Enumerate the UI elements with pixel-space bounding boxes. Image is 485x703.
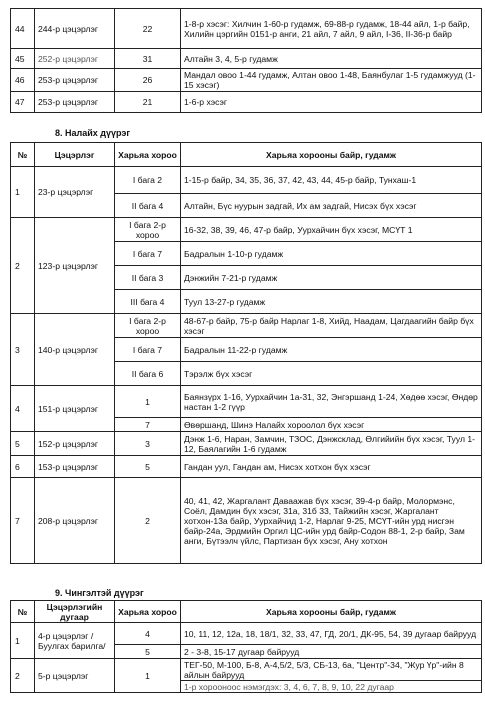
address-cell: 1-6-р хэсэг bbox=[181, 92, 482, 113]
horoo-cell: 5 bbox=[115, 645, 181, 659]
address-cell: ТЕГ-50, М-100, Б-8, А-4,5/2, 5/3, СБ-13, 6а, "Центр"-34, "Жур Үр"-ийн 8 айлын байрууд bbox=[181, 659, 482, 681]
address-cell: 1-8-р хэсэг: Хилчин 1-60-р гудамж, 69-88-р гудамж, 18-44 айл, 1-р байр, Хилийн цэргийн 0151-р анги, 21 айл, 7 айл, 9 айл, I-36, II-36-р байр bbox=[181, 9, 482, 49]
horoo-cell: III бага 4 bbox=[115, 290, 181, 314]
table-row bbox=[11, 623, 482, 645]
kindergarten-name: 153-р цэцэрлэг bbox=[35, 456, 115, 478]
horoo-cell: 2 bbox=[115, 478, 181, 564]
table-header-row bbox=[11, 601, 482, 623]
address-cell: Бадралын 1-10-р гудамж bbox=[181, 242, 482, 266]
kindergarten-name: 253-р цэцэрлэг bbox=[35, 92, 115, 113]
table-row bbox=[11, 218, 482, 242]
row-num: 1 bbox=[11, 623, 35, 659]
horoo-cell: 22 bbox=[115, 9, 181, 49]
kindergarten-name: 152-р цэцэрлэг bbox=[35, 432, 115, 456]
kindergarten-name: 151-р цэцэрлэг bbox=[35, 386, 115, 432]
address-cell: Дэнжийн 7-21-р гудамж bbox=[181, 266, 482, 290]
address-cell: Тэрэлж бүх хэсэг bbox=[181, 362, 482, 386]
address-cell: 1-р хорооноос нэмэгдэх: 3, 4, 6, 7, 8, 9, 10, 22 дугаар bbox=[181, 681, 482, 693]
address-cell: Баянзүрх 1-16, Уурхайчин 1а-31, 32, Энгэршанд 1-24, Хөдөө хэсэг, Өндөр настан 1-2 гүүр bbox=[181, 386, 482, 418]
kindergarten-name: 123-р цэцэрлэг bbox=[35, 218, 115, 314]
horoo-cell: 7 bbox=[115, 418, 181, 432]
horoo-cell: II бага 6 bbox=[115, 362, 181, 386]
address-cell: 48-67-р байр, 75-р байр Нарлаг 1-8, Хийд, Наадам, Цагдаагийн байр бүх хэсэг bbox=[181, 314, 482, 338]
horoo-cell: 3 bbox=[115, 432, 181, 456]
address-cell: Мандал овоо 1-44 гудамж, Алтан овоо 1-48, Баянбулаг 1-5 гудамжууд (1-15 хэсэг) bbox=[181, 69, 482, 92]
table-row bbox=[11, 456, 482, 478]
horoo-cell: II бага 4 bbox=[115, 194, 181, 218]
horoo-cell: 4 bbox=[115, 623, 181, 645]
horoo-cell: I бага 2 bbox=[115, 167, 181, 194]
kindergarten-name: 253-р цэцэрлэг bbox=[35, 69, 115, 92]
table-row bbox=[11, 314, 482, 338]
row-num: 5 bbox=[11, 432, 35, 456]
table-row bbox=[11, 432, 482, 456]
row-num: 6 bbox=[11, 456, 35, 478]
table-row bbox=[11, 478, 482, 564]
row-num: 1 bbox=[11, 167, 35, 218]
horoo-cell: 1 bbox=[115, 659, 181, 693]
address-cell: 40, 41, 42, Жаргалант Даваажав бүх хэсэг, 39-4-р байр, Молормэнс, Соёл, Дамдин бүх хэсэг, 31а, 31б 33, Тайжийн хэсэг, Жаргалант хотхон-13а байр, Уурхайчид 1-2, Нарлаг 9-25, МСҮТ-ийн урд нисгэн байр-24а, Эрдмийн Оргил ЦС-ийн урд байр-Содон 88-1, 2-р байр, Зам анги, Бүтээлч үйлс, Партизан бүх хэсэг, Ану хотхон bbox=[181, 478, 482, 564]
table-section-9 bbox=[10, 600, 482, 693]
row-num: 47 bbox=[11, 92, 35, 113]
horoo-cell: I бага 2-р хороо bbox=[115, 314, 181, 338]
table-row bbox=[11, 92, 482, 113]
horoo-cell: 1 bbox=[115, 386, 181, 418]
table-row bbox=[11, 659, 482, 681]
table-row bbox=[11, 9, 482, 49]
row-num: 46 bbox=[11, 69, 35, 92]
col-header-num: № bbox=[11, 143, 35, 167]
horoo-cell: 31 bbox=[115, 49, 181, 69]
horoo-cell: 26 bbox=[115, 69, 181, 92]
col-header-num: № bbox=[11, 601, 35, 623]
table-row bbox=[11, 167, 482, 194]
kindergarten-name: 4-р цэцэрлэг /Буулгах барилга/ bbox=[35, 623, 115, 659]
kindergarten-name: 208-р цэцэрлэг bbox=[35, 478, 115, 564]
horoo-cell: 21 bbox=[115, 92, 181, 113]
row-num: 45 bbox=[11, 49, 35, 69]
table-top bbox=[10, 8, 482, 113]
address-cell: Дэнж 1-6, Наран, Замчин, ТЗОС, Дэнжсклад, Өлгийийн бүх хэсэг, Туул 1-12, Баялагийн 1-6 гудамж bbox=[181, 432, 482, 456]
kindergarten-name: 252-р цэцэрлэг bbox=[35, 49, 115, 69]
kindergarten-name: 244-р цэцэрлэг bbox=[35, 9, 115, 49]
table-row bbox=[11, 69, 482, 92]
address-cell: Туул 13-27-р гудамж bbox=[181, 290, 482, 314]
address-cell: Бадралын 11-22-р гудамж bbox=[181, 338, 482, 362]
row-num: 3 bbox=[11, 314, 35, 386]
kindergarten-name: 5-р цэцэрлэг bbox=[35, 659, 115, 693]
col-header-address: Харьяа хорооны байр, гудамж bbox=[181, 601, 482, 623]
row-num: 7 bbox=[11, 478, 35, 564]
section-9-title: 9. Чингэлтэй дүүрэг bbox=[55, 588, 144, 598]
table-row bbox=[11, 386, 482, 418]
row-num: 4 bbox=[11, 386, 35, 432]
kindergarten-name: 23-р цэцэрлэг bbox=[35, 167, 115, 218]
table-header-row bbox=[11, 143, 482, 167]
address-cell: 16-32, 38, 39, 46, 47-р байр, Уурхайчин бүх хэсэг, МСҮТ 1 bbox=[181, 218, 482, 242]
row-num: 2 bbox=[11, 659, 35, 693]
address-cell: 2 - 3-8, 15-17 дугаар байрууд bbox=[181, 645, 482, 659]
address-cell: Гандан уул, Гандан ам, Нисэх хотхон бүх хэсэг bbox=[181, 456, 482, 478]
row-num: 2 bbox=[11, 218, 35, 314]
kindergarten-name: 140-р цэцэрлэг bbox=[35, 314, 115, 386]
section-8-title: 8. Налайх дүүрэг bbox=[55, 128, 131, 138]
table-row bbox=[11, 49, 482, 69]
address-cell: 10, 11, 12, 12а, 18, 18/1, 32, 33, 47, ГД, 20/1, ДК-95, 54, 39 дугаар байрууд bbox=[181, 623, 482, 645]
horoo-cell: I бага 2-р хороо bbox=[115, 218, 181, 242]
address-cell: Алтайн, Бүс нуурын задгай, Их ам задгай, Нисэх бүх хэсэг bbox=[181, 194, 482, 218]
col-header-horoo: Харьяа хороо bbox=[115, 143, 181, 167]
horoo-cell: 5 bbox=[115, 456, 181, 478]
horoo-cell: I бага 7 bbox=[115, 242, 181, 266]
table-section-8 bbox=[10, 142, 482, 564]
address-cell: Алтайн 3, 4, 5-р гудамж bbox=[181, 49, 482, 69]
col-header-horoo: Харьяа хороо bbox=[115, 601, 181, 623]
row-num: 44 bbox=[11, 9, 35, 49]
horoo-cell: I бага 7 bbox=[115, 338, 181, 362]
address-cell: 1-15-р байр, 34, 35, 36, 37, 42, 43, 44, 45-р байр, Тунхаш-1 bbox=[181, 167, 482, 194]
horoo-cell: II бага 3 bbox=[115, 266, 181, 290]
col-header-name: Цэцэрлэг bbox=[35, 143, 115, 167]
address-cell: Өвөршанд, Шинэ Налайх хороолол бүх хэсэг bbox=[181, 418, 482, 432]
col-header-name: Цэцэрлэгийн дугаар bbox=[35, 601, 115, 623]
col-header-address: Харьяа хорооны байр, гудамж bbox=[181, 143, 482, 167]
